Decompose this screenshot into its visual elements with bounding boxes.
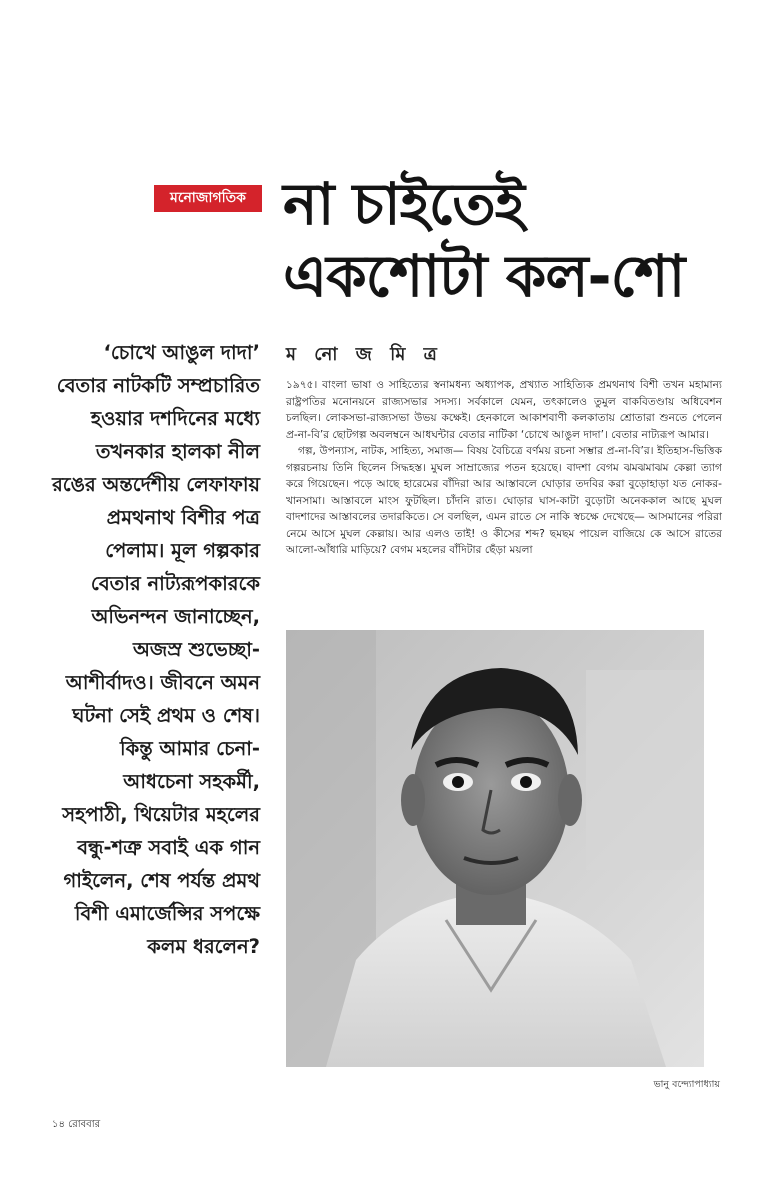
portrait-photo <box>286 630 704 1067</box>
byline: ম নো জ মি ত্র <box>286 344 443 365</box>
article-body <box>286 377 722 559</box>
portrait-illustration <box>286 630 704 1067</box>
body-paragraph: ১৯৭৫। বাংলা ভাষা ও সাহিত্যের স্বনামধন্য অধ্যাপক, প্রখ্যাত সাহিত্যিক প্রমথনাথ বিশী তখন মহামান্য রাষ্ট্রপতির মনোনয়নে রাজ্যসভার সদস্য। সর্বকালে যেমন, তৎকালেও তুমুল বাকবিতণ্ডায় অধিবেশন চলছিল। লোকসভা-রাজ্যসভা উভয় কক্ষেই। হেনকালে আকাশবাণী কলকাতায় শ্রোতারা শুনতে পেলেন প্র-না-বি’র ছোটগল্প অবলম্বনে আধঘন্টার বেতার নাটিকা ‘চোখে আঙুল দাদা’। বেতার নাট্যরূপ আমার। <box>286 379 722 441</box>
title-line-2: একশোটা কল-শো <box>283 242 685 310</box>
photo-caption: ভানু বন্দ্যোপাধ্যায় <box>653 1079 720 1090</box>
article-title <box>283 168 753 312</box>
pull-quote: ‘চোখে আঙুল দাদা’ বেতার নাটকটি সম্প্রচারিত হওয়ার দশদিনের মধ্যে তখনকার হালকা নীল রঙের অন্তর্দেশীয় লেফাফায় প্রমথনাথ বিশীর পত্র পেলাম। মূল গল্পকার বেতার নাট্যরূপকারকে অভিনন্দন জানাচ্ছেন, অজস্র শুভেচ্ছা-আশীর্বাদও। জীবনে অমন ঘটনা সেই প্রথম ও শেষ। কিন্তু আমার চেনা-আধচেনা সহকর্মী, সহপাঠী, থিয়েটার মহলের বন্ধু-শত্রু সবাই এক গান গাইলেন, শেষ পর্যন্ত প্রমথ বিশী এমার্জেন্সির সপক্ষে কলম ধরলেন? <box>52 341 260 958</box>
body-paragraph: গল্প, উপন্যাস, নাটক, সাহিত্য, সমাজ— বিষয় বৈচিত্রে বর্ণময় রচনা সম্ভার প্র-না-বি’র। ইতিহাস-ভিত্তিক গল্পরচনায় তিনি ছিলেন সিদ্ধহস্ত। মুঘল সাম্রাজ্যের পতন হয়েছে। বাদশা বেগম ঝমঝমাঝম কেল্লা ত্যাগ করে গিয়েছেন। পড়ে আছে হারেমের বাঁদিরা আর আস্তাবলে ঘোড়ার তদবির করা বুড়োহাড়া যত নোকর-খানসামা। আস্তাবলে মাংস ফুটছিল। চাঁদনি রাত। ঘোড়ার ঘাস-কাটা বুড়োটা অনেককাল আছে মুঘল বাদশাদের আস্তাবলের তদারকিতে। সে বলছিল, এমন রাতে সে নাকি স্বচক্ষে দেখেছে— আসমানের পরিরা নেমে আসে মুঘল কেল্লায়। আর এলও তাই! ও কীসের শব্দ? ছমছম পায়েল বাজিয়ে কে আসে রাতের আলো-আঁধারি মাড়িয়ে? বেগম মহলের বাঁদিটার ছেঁড়া ময়লা <box>286 445 722 556</box>
page-folio: ১৪ রোববার <box>52 1119 101 1130</box>
section-tag: মনোজাগতিক <box>154 185 262 212</box>
title-line-1: না চাইতেই <box>283 170 524 238</box>
